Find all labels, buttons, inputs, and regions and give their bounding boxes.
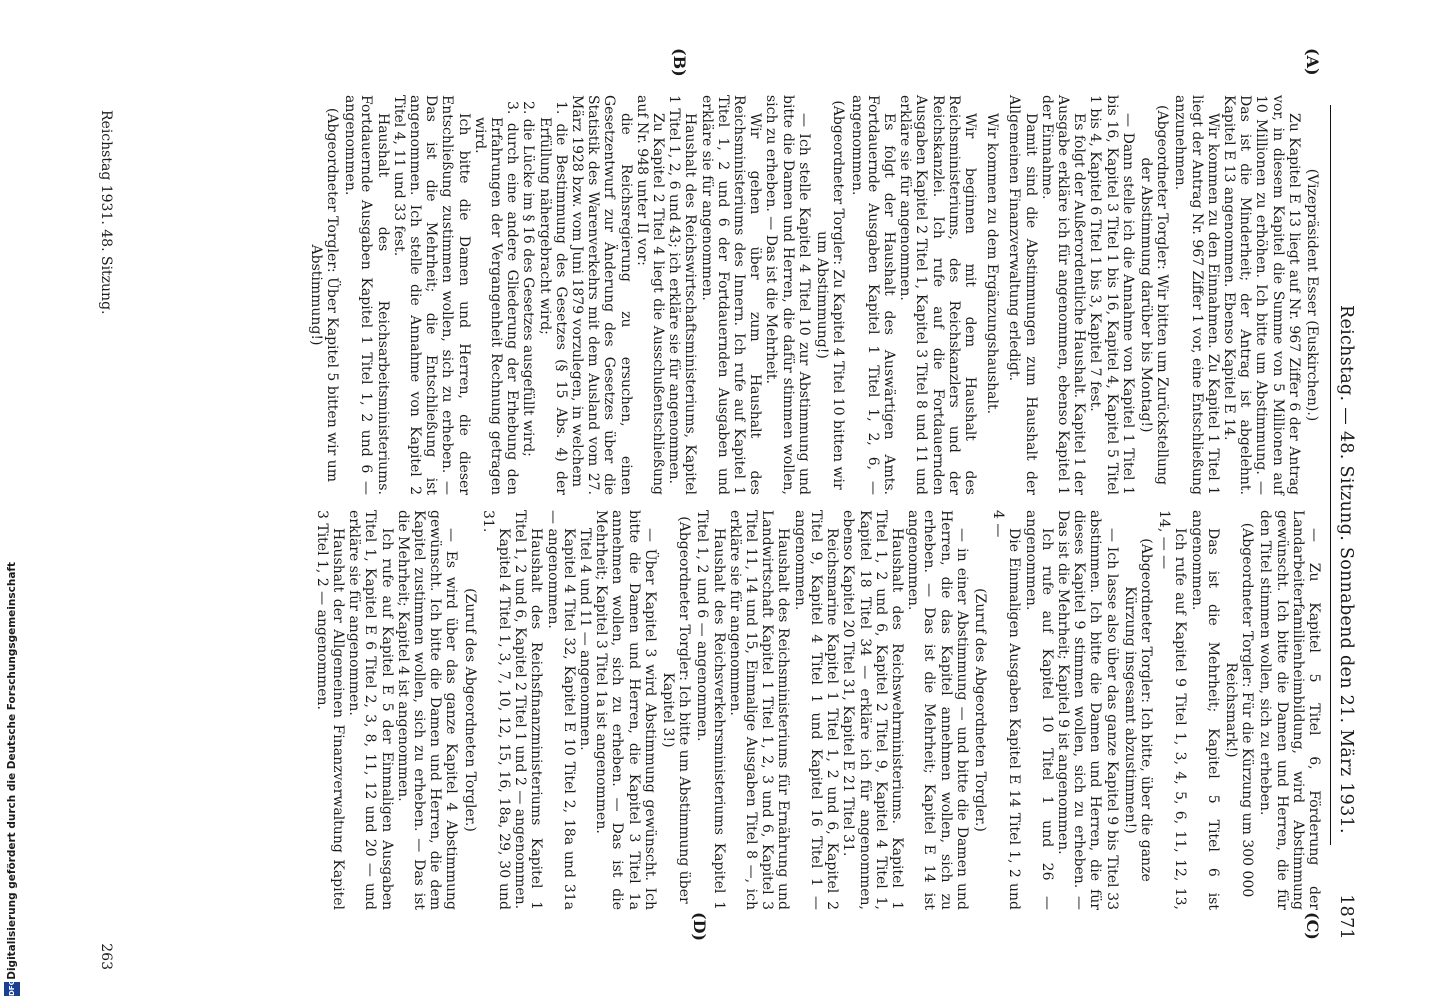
paragraph: — Es wird über das ganze Kapitel 4 Abstimmung gewünscht. Ich bitte die Damen und Herren, die dem Kapitel zustimmen wollen, sich zu erheben. — Das ist die Mehrheit; Kapitel 4 ist angenommen. (394, 510, 460, 910)
interjection: (Abgeordneter Torgler: Zu Kapitel 4 Titel 10 bitten wir um Abstimmung!) (814, 100, 847, 490)
paragraph: Kapitel 4 Titel 32, Kapitel E 10 Titel 2, 18a und 31a — angenommen. (544, 510, 577, 910)
paragraph: — Über Kapitel 3 wird Abstimmung gewünscht. Ich bitte die Damen und Herren, die Kapitel 3 Titel 1a annehmen wollen, sich zu erheben. — Das ist die Mehrheit; Kapitel 3 Titel 1a ist angenommen. (593, 510, 658, 910)
paragraph: Kapitel 4 Titel 1, 3, 7, 10, 12, 15, 16, 18a, 29, 30 und 31. (479, 510, 513, 910)
dfg-logo: DFG (4, 982, 20, 996)
paragraph: Haushalt der Allgemeinen Finanzverwaltung Kapitel 3 Titel 1, 2 — angenommen. (313, 510, 347, 910)
footer-session: Reichstag 1931. 48. Sitzung. (98, 110, 114, 315)
paragraph: Wir kommen zu den Einnahmen. Zu Kapitel 1 Titel 1 liegt der Antrag Nr. 967 Ziffer 1 vor, eine Entschließung anzunehmen. (1172, 95, 1221, 495)
paragraph: Es folgt der Haushalt des Auswärtigen Amts. Fortdauernde Ausgaben Kapitel 1 Titel 1, 2, 6, — angenommen. (848, 95, 897, 495)
paragraph: Ich rufe auf Kapitel 9 Titel 1, 3, 4, 5, 6, 11, 12, 13, 14, — — (1156, 510, 1189, 910)
paragraph: Reichsmarine Kapitel 1 Titel 1, 2 und 6, Kapitel 2 Titel 9, Kapitel 4 Titel 1 und Kapitel 16 Titel 1 — angenommen. (791, 510, 841, 910)
paragraph: Damit sind die Abstimmungen zum Haushalt der Allgemeinen Finanzverwaltung erledigt. (1006, 95, 1039, 495)
interjection: (Abgeordneter Torgler: Für die Kürzung um 300 000 Reichsmark!) (1222, 522, 1256, 898)
margin-letter-c: (C) (1303, 912, 1322, 940)
paragraph: Titel 4 und 11 — angenommen. (577, 528, 594, 751)
list-item: 1. die Bestimmung des Gesetzes (§ 15 Abs. 4) der Erfüllung nähergebracht wird; (536, 101, 569, 495)
paragraph: Haushalt des Reichswehrministeriums. Kapitel 1 Titel 1, 2 und 6, Kapitel 2 Titel 9, Kapitel 4 Titel 1, Kapitel 18 Titel 34 — erkläre ich für angenommen, ebenso Kapitel 20 Titel 31, Kapitel E 21 Titel 31. (840, 510, 905, 910)
paragraph: Haushalt des Reichsministeriums für Ernährung und Landwirtschaft Kapitel 1 Titel 1, 2, 3 und 6, Kapitel 3 Titel 11, 14 und 15, Einmalige Ausgaben Titel 8 —, ich erkläre sie für angenommen. (726, 510, 792, 910)
page-number: 1871 (1336, 894, 1356, 940)
paragraph: Zu Kapitel 2 Titel 4 liegt die Ausschußentschließung auf Nr. 948 unter II vor: (633, 95, 667, 495)
paragraph: — in einer Abstimmung — und bitte die Damen und Herren, die das Kapitel annehmen wollen, sich zu erheben. — Das ist die Mehrheit; Kapitel E 14 ist angenommen. (905, 510, 970, 910)
paragraph: — Ich lasse also über das ganze Kapitel 9 bis Titel 33 abstimmen. Ich bitte die Damen und Herren, die für dieses Kapitel 9 stimmen wollen, sich zu erheben. — Das ist die Mehrheit; Kapitel 9 ist angenommen. (1054, 510, 1120, 910)
paragraph: Wir beginnen mit dem Haushalt des Reichsministeriums, des Reichskanzlers und der Reichskanzlei. Ich rufe auf die Fortdauernden Ausgaben Kapitel 2 Titel 1, Kapitel 3 Titel 8 und 11 und erkläre sie für angenommen. (897, 95, 978, 495)
paragraph: Ich rufe auf Kapitel 10 Titel 1 und 26 — angenommen. (1022, 510, 1055, 910)
paragraph: Haushalt des Reichswirtschaftsministeriums, Kapitel 1 Titel 1, 2, 6 und 43; ich erkläre sie für angenommen. (666, 95, 699, 495)
running-title: Reichstag. — 48. Sitzung. Sonnabend den 21. März 1931. (1336, 305, 1356, 834)
interjection: (Zuruf des Abgeordneten Torgler.) (971, 588, 988, 832)
paragraph: Ich rufe auf Kapitel E 5 der Einmaligen Ausgaben Titel 1, Kapitel E 6 Titel 2, 3, 8, 11, 12 und 20 — und erkläre sie für angenommen. (346, 510, 395, 910)
paragraph: Es folgt der Außerordentliche Haushalt. Kapitel 1 der Ausgabe erkläre ich für angenommen, ebenso Kapitel 1 der Einnahme. (1038, 95, 1088, 495)
interjection: (Abgeordneter Torgler: Ich bitte, über die ganze Kürzung insgesamt abzustimmen!) (1121, 538, 1154, 882)
paragraph: — Zu Kapitel 5 Titel 6, Förderung der Landarbeiterfamilienheimbildung, wird Abstimmung gewünscht. Ich bitte die Damen und Herren, die für den Titel stimmen wollen, sich zu erheben. (1257, 510, 1322, 910)
margin-letter-d: (D) (690, 912, 709, 942)
paragraph: Die Einmaligen Ausgaben Kapitel E 14 Titel 1, 2 und 4 — (990, 510, 1023, 910)
right-column (314, 510, 1322, 910)
paragraph: Ich bitte die Damen und Herren, die dieser Entschließung zustimmen wollen, sich zu erheben. — Das ist die Mehrheit; die Entschließung ist angenommen. Ich stelle die Annahme von Kapitel 2 Titel 4, 11 und 33 fest. (390, 95, 472, 495)
list-item: 3. durch eine andere Gliederung der Erhebung den Erfahrungen der Vergangenheit Rechnung getragen wird. (471, 101, 521, 495)
paragraph: Das ist die Mehrheit; Kapitel 5 Titel 6 ist angenommen. (1188, 510, 1221, 910)
paragraph: — Ich stelle Kapitel 4 Titel 10 zur Abstimmung und bitte die Damen und Herren, die dafür stimmen wollen, sich zu erheben. — Das ist die Mehrheit. (763, 95, 812, 495)
resolution-text: die Reichsregierung zu ersuchen, einen Gesetzentwurf zur Änderung des Gesetzes über die Statistik des Warenverkehrs mit dem Ausland vom 27. März 1928 bzw. vom Juni 1879 vorzulegen, in welchem (569, 95, 634, 495)
footer-page-number: 263 (98, 943, 114, 970)
paragraph: (Vizepräsident Esser (Euskirchen).) (1304, 168, 1320, 422)
interjection: (Abgeordneter Torgler: Ich bitte um Abstimmung über Kapitel 3!) (660, 516, 693, 904)
paragraph: Haushalt des Reichsverkehrsministeriums Kapitel 1 Titel 1, 2 und 6 — angenommen. (694, 510, 727, 910)
interjection: (Abgeordneter Torgler: Über Kapitel 5 bitten wir um Abstimmung!) (307, 107, 341, 483)
credit-text: Digitalisierung gefördert durch die Deutsche Forschungsgemeinschaft (6, 562, 18, 980)
section-heading: Wir kommen zu dem Ergänzungshaushalt. (984, 113, 1001, 415)
paragraph: Zu Kapitel E 13 liegt auf Nr. 967 Ziffer 6 der Antrag vor, in diesem Kapitel die Summe von 5 Millionen auf 10 Millionen zu erhöhen. Ich bitte um Abstimmung. — Das ist die Minderheit; der Antrag ist abgelehnt. Kapitel E 13 angenommen. Ebenso Kapitel E 14. (1220, 95, 1302, 495)
paragraph: — Dann stelle ich die Annahme von Kapitel 1 Titel 1 bis 16, Kapitel 3 Titel 1 bis 16, Kapitel 4, Kapitel 5 Titel 1 bis 4, Kapitel 6 Titel 1 bis 3, Kapitel 7 fest. (1087, 95, 1136, 495)
paragraph: Haushalt des Reichsfinanzministeriums Kapitel 1 Titel 1, 2 und 6, Kapitel 2 Titel 1 und 2 — angenommen. (512, 510, 545, 910)
left-column (306, 95, 1322, 495)
margin-letter-b: (B) (670, 48, 689, 77)
interjection: (Zuruf des Abgeordneten Torgler.) (461, 588, 478, 832)
list-item: 2. die Lücke im § 16 des Gesetzes ausgefüllt wird; (520, 101, 537, 457)
header-rule (1330, 105, 1331, 845)
interjection: (Abgeordneter Torgler: Wir bitten um Zurückstellung der Abstimmung darüber bis Montag!) (1137, 105, 1171, 485)
margin-letter-a: (A) (1303, 48, 1322, 76)
paragraph: Haushalt des Reichsarbeitsministeriums. Fortdauernde Ausgaben Kapitel 1 Titel 1, 2 und 6 — angenommen. (342, 95, 391, 495)
paragraph: Wir gehen über zum Haushalt des Reichsministeriums des Innern. Ich rufe auf Kapitel 1 Titel 1, 2 und 6 der Fortdauernden Ausgaben und erkläre sie für angenommen. (698, 95, 764, 495)
